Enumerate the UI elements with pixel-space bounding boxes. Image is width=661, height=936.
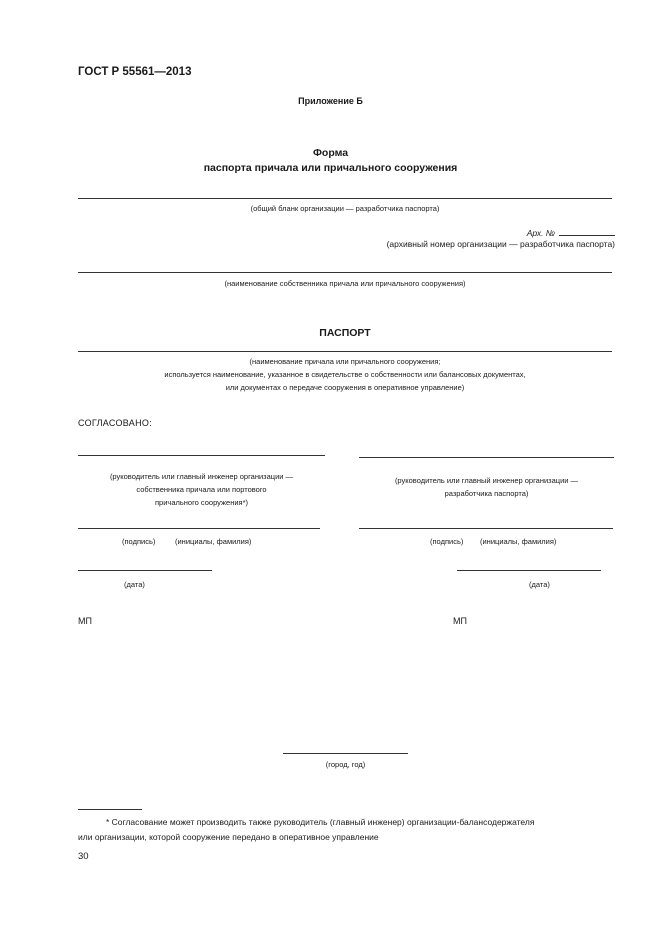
form-title-line-2: паспорта причала или причального сооружения (203, 162, 458, 174)
right-date-caption: (дата) (529, 580, 550, 589)
city-year-caption: (город, год) (325, 760, 366, 769)
left-initials-caption: (инициалы, фамилия) (175, 537, 252, 546)
agreed-label: СОГЛАСОВАНО: (78, 418, 152, 428)
footnote (78, 815, 618, 845)
passport-name-line (78, 351, 612, 352)
owner-line (78, 272, 612, 273)
footnote-line-1: * Согласование может производить также руководитель (главный инженер) организации-балансодержателя (106, 817, 535, 827)
left-role-line-3: причального сооружения*) (154, 498, 249, 507)
right-role-line-2: разработчика паспорта) (444, 489, 529, 498)
left-signature-caption: (подпись) (122, 537, 156, 546)
passport-caption-line-3: или документах о передаче сооружения в оперативное управление) (225, 383, 465, 392)
left-date-caption: (дата) (124, 580, 145, 589)
right-role-line-1: (руководитель или главный инженер организации — (394, 476, 579, 485)
left-role-line (78, 455, 325, 456)
right-date-line (457, 570, 601, 571)
right-signature-line (359, 528, 613, 529)
right-role-line (359, 457, 614, 458)
archive-caption: (архивный номер организации — разработчика паспорта) (386, 239, 615, 249)
left-role-caption (78, 470, 325, 509)
right-signature-caption: (подпись) (430, 537, 464, 546)
left-role-line-2: собственника причала или портового (136, 485, 267, 494)
archive-number-line (559, 226, 615, 236)
city-year-line (283, 753, 408, 754)
form-title-line-1: Форма (312, 147, 349, 159)
left-date-line (78, 570, 212, 571)
form-title (0, 146, 661, 176)
passport-caption-line-1: (наименование причала или причального сооружения; (249, 357, 441, 366)
archive-number-label: Арх. № (526, 228, 555, 238)
passport-caption-line-2: используется наименование, указанное в свидетельстве о собственности или балансовых документах, (164, 370, 526, 379)
blank-line (78, 198, 612, 199)
right-stamp-label: МП (453, 616, 467, 626)
document-code: ГОСТ Р 55561—2013 (78, 66, 192, 78)
left-role-line-1: (руководитель или главный инженер организации — (109, 472, 294, 481)
footnote-separator (78, 809, 142, 810)
owner-caption: (наименование собственника причала или причального сооружения) (224, 279, 466, 288)
page-number: 30 (78, 851, 89, 862)
left-signature-line (78, 528, 320, 529)
passport-name-caption (78, 355, 612, 394)
left-stamp-label: МП (78, 616, 92, 626)
archive-number-field (527, 226, 615, 238)
blank-caption: (общий бланк организации — разработчика паспорта) (250, 204, 440, 213)
right-initials-caption: (инициалы, фамилия) (480, 537, 557, 546)
passport-heading: ПАСПОРТ (319, 327, 371, 339)
appendix-label: Приложение Б (298, 96, 363, 106)
footnote-line-2: или организации, которой сооружение передано в оперативное управление (78, 832, 379, 842)
right-role-caption (359, 474, 614, 500)
